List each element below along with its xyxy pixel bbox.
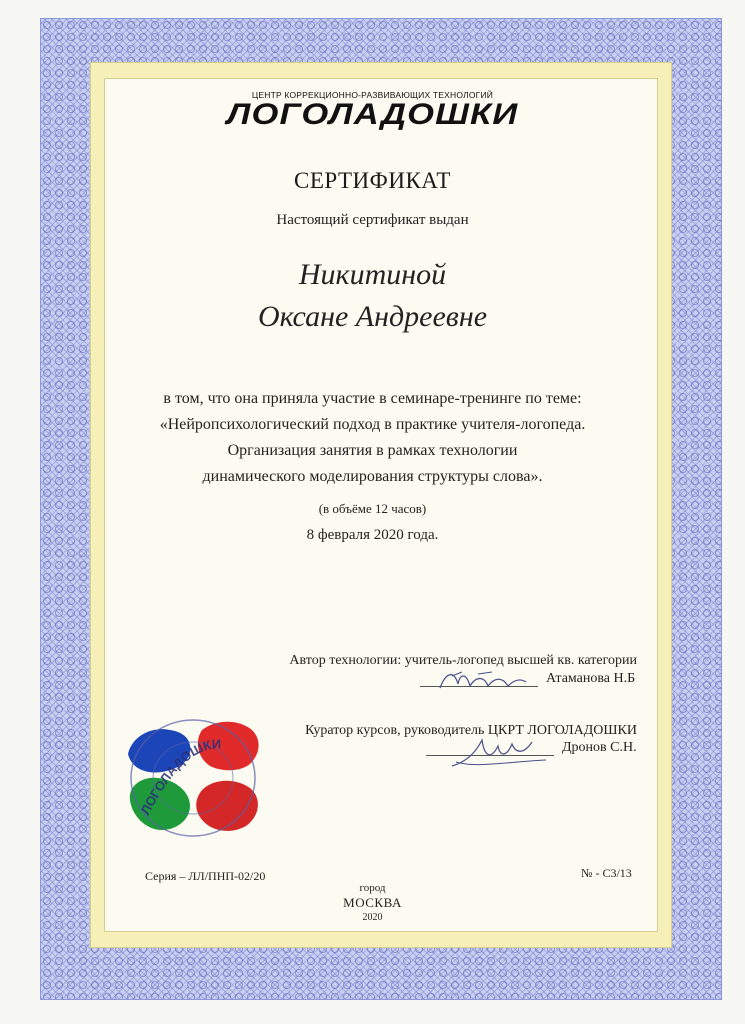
course-volume: (в объёме 12 часов) [318,501,427,516]
seal-stamp [118,706,268,846]
body-line: в том, что она приняла участие в семинаре-тренинге по теме: [163,390,582,407]
author-signature [432,664,532,698]
curator-name: Дронов С.Н. [562,740,637,755]
certificate-number: № - С3/13 [581,866,632,880]
city-name: МОСКВА [343,895,402,910]
city-label: город [359,882,386,894]
author-name: Атаманова Н.Б [546,671,636,686]
certificate-title: СЕРТИФИКАТ [294,168,451,193]
recipient-surname: Никитиной [298,258,447,291]
event-date: 8 февраля 2020 года. [306,527,439,543]
brand-logo-text: ЛОГОЛАДОШКИ [226,98,519,131]
author-label: Автор технологии: учитель-логопед высшей кв. категории [289,653,637,668]
seal-text: ЛОГОЛАДОШКИ [137,736,222,818]
recipient-given-names: Оксане Андреевне [257,300,488,333]
series-number: Серия – ЛЛ/ПНП-02/20 [145,869,266,883]
body-line: «Нейропсихологический подход в практике учителя-логопеда. [159,416,586,433]
curator-label: Куратор курсов, руководитель ЦКРТ ЛОГОЛАДОШКИ [305,723,637,738]
curator-signature [446,732,556,774]
org-line: ЦЕНТР КОРРЕКЦИОННО-РАЗВИВАЮЩИХ ТЕХНОЛОГИЙ [251,90,494,100]
issue-year: 2020 [362,912,383,923]
body-line: динамического моделирования структуры слова». [202,468,543,485]
issued-to-label: Настоящий сертификат выдан [276,212,469,228]
body-line: Организация занятия в рамках технологии [227,442,518,459]
